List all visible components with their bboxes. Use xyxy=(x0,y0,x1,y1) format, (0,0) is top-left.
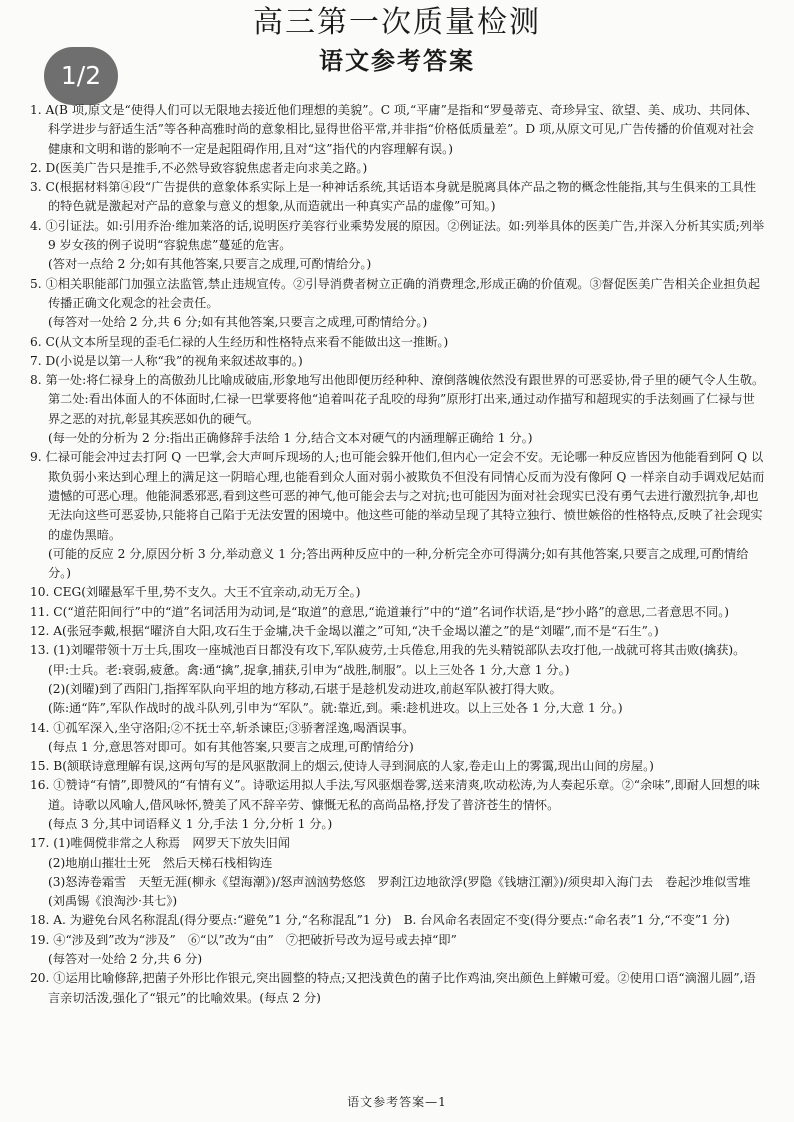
answer-item: 11. C(“道茫阳间行”中的“道”名词活用为动词,是“取道”的意思,“诡道兼行”中的“道”名词作状语,是“抄小路”的意思,二者意思不同。) xyxy=(30,604,730,619)
answer-note: (每一处的分析为 2 分:指出正确修辞手法给 1 分,结合文本对硬气的内涵理解正确给 1 分。) xyxy=(48,431,533,446)
answer-item: 12. A(张冠李戴,根据“曜济自大阳,攻石生于金墉,决千金堨以灌之”可知,“决千金堨以灌之”的是“刘曜”,而不是“石生”。) xyxy=(30,624,659,639)
answer-note: (陈:通“阵”,军队作战时的战斗队列,引申为“军队”。就:靠近,到。乘:趁机进攻。以上三处各 1 分,大意 1 分。) xyxy=(48,701,623,716)
page-footer: 语文参考答案—1 xyxy=(347,1095,447,1109)
answer-note: (每答对一处给 2 分,共 6 分) xyxy=(48,952,203,967)
answer-item: 9. 仁禄可能会冲过去打阿 Q 一巴掌,会大声呵斥现场的人;也可能会躲开他们,但内心一定会不安。无论哪一种反应皆因为他能看到阿 Q 以欺负弱小来达到心理上的满足这一阴暗心理,也能看到众人面对弱小被欺负不但没有同情心反而为没有像阿 Q 一样亲自动手调戏尼姑而遗憾的可恶心理。他能洞悉邪恶,看到这些可恶的神气,他可能会去与之对抗;也可能因为面对社会现实已没有勇气去进行激烈抗争,却也无法向这些可恶妥协,只能将自己陷于无法安置的困境中。他这些可能的举动呈现了其特立独行、愤世嫉俗的性格特点,反映了社会现实的虚伪黑暗。 xyxy=(30,450,765,542)
page-title: 高三第一次质量检测 xyxy=(253,5,541,40)
page-subtitle: 语文参考答案 xyxy=(319,46,475,75)
answer-item: 6. C(从文本所呈现的歪毛仁禄的人生经历和性格特点来看不能做出这一推断。) xyxy=(30,334,449,349)
answer-item: 20. ①运用比喻修辞,把菌子外形比作银元,突出圆整的特点;又把浅黄色的菌子比作鸡油,突出颜色上鲜嫩可爱。②使用口语“滴溜儿圆”,语言亲切活泼,强化了“银元”的比喻效果。(每点 2 分) xyxy=(30,971,756,1005)
answer-item: 4. ①引证法。如:引用乔治·维加莱洛的话,说明医疗美容行业乘势发展的原因。②例证法。如:列举具体的医美广告,并深入分析其实质;列举 9 岁女孩的例子说明“容貌焦虑”蔓延的危害。 xyxy=(30,218,765,253)
answer-note: (可能的反应 2 分,原因分析 3 分,举动意义 1 分;答出两种反应中的一种,分析完全亦可得满分;如有其他答案,只要言之成理,可酌情给分。) xyxy=(48,546,749,581)
answer-item: 19. ④“涉及到”改为“涉及” ⑥“以”改为“由” ⑦把破折号改为逗号或去掉“即” xyxy=(30,932,457,947)
answer-item: 18. A. 为避免台风名称混乱(得分要点:“避免”1 分,“名称混乱”1 分) B. 台风命名表固定不变(得分要点:“命名表”1 分,“不变”1 分) xyxy=(30,913,730,928)
answer-note: (甲:士兵。老:衰弱,疲惫。禽:通“擒”,捉拿,捕获,引申为“战胜,制服”。以上三处各 1 分,大意 1 分。) xyxy=(48,662,570,677)
answer-note: (答对一点给 2 分;如有其他答案,只要言之成理,可酌情给分。) xyxy=(48,257,372,272)
answer-item: 16. ①赞诗“有情”,即赞风的“有情有义”。诗歌运用拟人手法,写风驱烟卷雾,送来清爽,吹动松涛,为人奏起乐章。②“余味”,即耐人回想的味道。诗歌以风喻人,借风咏怀,赞美了风不辞辛劳、慷慨无私的高尚品格,抒发了普济苍生的情怀。 xyxy=(30,778,760,812)
answer-item: 14. ①孤军深入,坐守洛阳;②不抚士卒,斩杀谏臣;③骄奢淫逸,喝酒误事。 xyxy=(30,720,415,735)
answer-note: (每点 3 分,其中词语释义 1 分,手法 1 分,分析 1 分。) xyxy=(48,816,333,831)
answer-list xyxy=(30,101,766,1008)
answer-item: 17. (1)唯倜傥非常之人称焉 网罗天下放失旧闻 xyxy=(30,836,290,851)
answer-item: 10. CEG(刘曜悬军千里,势不支久。大王不宜亲动,动无万全。) xyxy=(30,585,361,600)
answer-item: 13. (1)刘曜带领十万士兵,围攻一座城池百日都没有攻下,军队疲劳,士兵倦怠,用我的先头精锐部队去攻打他,一战就可将其击败(擒获)。 xyxy=(30,643,746,658)
answer-item: 1. A(B 项,原文是“使得人们可以无限地去接近他们理想的美貌”。C 项,“平庸”是指和“罗曼蒂克、奇珍异宝、欲望、美、成功、共同体、科学进步与舒适生活”等各种高雅时尚的意象相比,显得世俗平常,并非指“价格低质量差”。D 项,从原文可见,广告传播的价值观对社会健康和文明和谐的影响不一定是起阻碍作用,且对“这”指代的内容理解有误。) xyxy=(30,103,758,156)
answer-item: 3. C(根据材料第④段“广告提供的意象体系实际上是一种神话系统,其话语本身就是脱离具体产品之物的概念性能指,其与生俱来的工具性的特色就是激起对产品的意象与意义的想象,从而造就出一种真实产品的虚像”可知。) xyxy=(30,180,757,214)
page-number-badge: 1/2 xyxy=(44,47,118,105)
answer-note: (2)地崩山摧壮士死 然后天梯石栈相钩连 xyxy=(48,855,273,870)
answer-item: 5. ①相关职能部门加强立法监管,禁止违规宣传。②引导消费者树立正确的消费理念,形成正确的价值观。③督促医美广告相关企业担负起传播正确文化观念的社会责任。 xyxy=(30,276,761,310)
answer-note: 第二处:看出体面人的不体面时,仁禄一巴掌要将他“追着叫花子乱咬的母狗”原形打出来,通过动作描写和超现实的手法刻画了仁禄与世界之恶的对抗,彰显其疾恶如仇的硬气。 xyxy=(48,392,755,426)
answer-note: (3)怒涛卷霜雪 天堑无涯(柳永《望海潮》)/怒声汹汹势悠悠 罗刹江边地欲浮(罗隐《钱塘江潮》)/须臾却入海门去 卷起沙堆似雪堆(刘禹锡《浪淘沙·其七》) xyxy=(48,874,751,909)
answer-item: 8. 第一处:将仁禄身上的高傲劲儿比喻成破庙,形象地写出他即便历经种种、潦倒落魄依然没有跟世界的可恶妥协,骨子里的硬气令人生敬。 xyxy=(30,373,765,388)
answer-item: 7. D(小说是以第一人称“我”的视角来叙述故事的。) xyxy=(30,353,303,368)
answer-item: 2. D(医美广告只是推手,不必然导致容貌焦虑者走向求美之路。) xyxy=(30,160,368,175)
answer-item: 15. B(颔联诗意理解有误,这两句写的是风驱散洞上的烟云,使诗人寻到洞底的人家,卷走山上的雾霭,现出山间的房屋。) xyxy=(30,759,654,774)
answer-note: (2)(刘曜)到了西阳门,指挥军队向平坦的地方移动,石堪于是趁机发动进攻,前赵军队被打得大败。 xyxy=(48,681,562,696)
answer-note: (每点 1 分,意思答对即可。如有其他答案,只要言之成理,可酌情给分) xyxy=(48,739,414,754)
answer-note: (每答对一处给 2 分,共 6 分;如有其他答案,只要言之成理,可酌情给分。) xyxy=(48,315,428,330)
